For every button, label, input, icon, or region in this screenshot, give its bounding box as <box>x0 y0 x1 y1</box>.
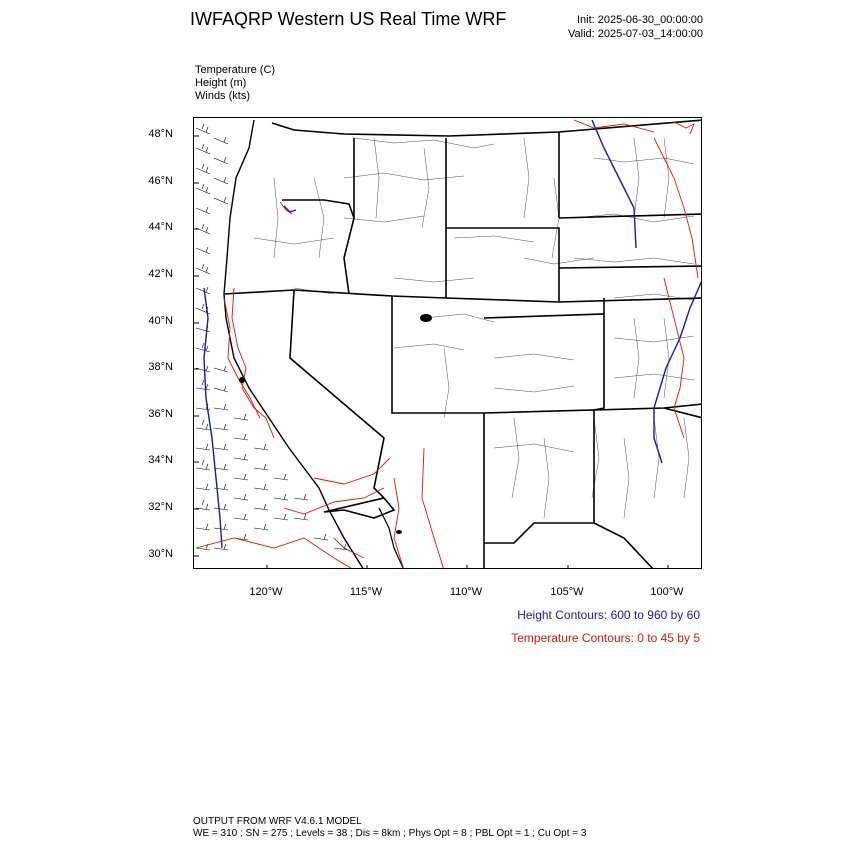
lon-label-120: 120°W <box>249 586 283 598</box>
field-height: Height (m) <box>195 77 247 89</box>
lat-label-34: 34°N <box>148 454 173 466</box>
field-temperature: Temperature (C) <box>195 64 276 76</box>
lat-label-32: 32°N <box>148 501 173 513</box>
height-contours <box>204 120 702 548</box>
lon-label-105: 105°W <box>550 586 584 598</box>
lat-label-44: 44°N <box>148 221 173 233</box>
field-winds: Winds (kts) <box>195 90 250 102</box>
weather-map <box>193 117 702 569</box>
valid-time: Valid: 2025-07-03_14:00:00 <box>568 28 703 40</box>
lat-label-46: 46°N <box>148 175 173 187</box>
footer-line-2: WE = 310 ; SN = 275 ; Levels = 38 ; Dis = 8km ; Phys Opt = 8 ; PBL Opt = 1 ; Cu Opt = 3 <box>193 828 587 839</box>
lon-label-115: 115°W <box>349 586 383 598</box>
lat-label-42: 42°N <box>148 268 173 280</box>
plot-title: IWFAQRP Western US Real Time WRF <box>190 9 507 29</box>
wind-barbs <box>196 124 348 550</box>
init-time: Init: 2025-06-30_00:00:00 <box>577 14 703 26</box>
lat-label-30: 30°N <box>148 548 173 560</box>
coastline <box>224 120 364 569</box>
lat-label-38: 38°N <box>148 361 173 373</box>
lon-label-100: 100°W <box>650 586 684 598</box>
gulf-coastline <box>379 508 404 569</box>
axis-ticks <box>194 136 668 569</box>
lon-label-110: 110°W <box>449 586 483 598</box>
temperature-contours <box>196 120 698 569</box>
temperature-contour-info: Temperature Contours: 0 to 45 by 5 <box>511 631 700 645</box>
lat-label-48: 48°N <box>148 128 173 140</box>
field-legend <box>195 64 275 103</box>
footer-line-1: OUTPUT FROM WRF V4.6.1 MODEL <box>193 816 362 827</box>
map-canvas <box>194 118 702 569</box>
lat-label-36: 36°N <box>148 408 173 420</box>
state-boundaries <box>224 120 702 569</box>
model-footer <box>193 816 586 840</box>
height-contour-info: Height Contours: 600 to 960 by 60 <box>517 608 700 622</box>
lat-label-40: 40°N <box>148 315 173 327</box>
forecast-times <box>568 13 703 41</box>
